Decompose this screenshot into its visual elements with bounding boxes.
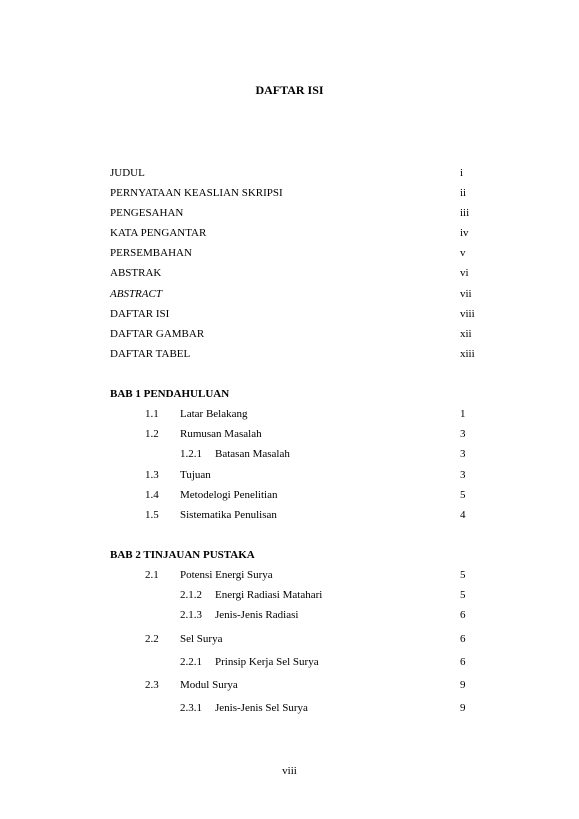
toc-section bbox=[0, 468, 579, 482]
toc-page: 5 bbox=[460, 489, 466, 501]
toc-page: 9 bbox=[460, 679, 466, 691]
toc-entry-abstrak bbox=[0, 266, 579, 280]
toc-label: PERNYATAAN KEASLIAN SKRIPSI bbox=[110, 187, 283, 199]
toc-page: viii bbox=[460, 308, 475, 320]
section-label: Tujuan bbox=[180, 469, 211, 481]
toc-entry-daftar-tabel bbox=[0, 347, 579, 361]
toc-subsection bbox=[0, 608, 579, 622]
toc-label: KATA PENGANTAR bbox=[110, 227, 207, 239]
toc-label: DAFTAR TABEL bbox=[110, 348, 191, 360]
section-label: Rumusan Masalah bbox=[180, 428, 262, 440]
toc-section bbox=[0, 678, 579, 692]
toc-entry-judul bbox=[0, 166, 579, 180]
section-number: 1.3 bbox=[145, 469, 159, 481]
toc-page: 4 bbox=[460, 509, 466, 521]
toc-label: ABSTRAK bbox=[110, 267, 162, 279]
toc-entry-daftar-isi bbox=[0, 307, 579, 321]
subsection-label: Jenis-Jenis Radiasi bbox=[215, 609, 299, 621]
toc-page: 3 bbox=[460, 428, 466, 440]
toc-label: ABSTRACT bbox=[110, 288, 162, 300]
section-label: Modul Surya bbox=[180, 679, 238, 691]
subsection-number: 2.3.1 bbox=[180, 702, 202, 714]
toc-entry-pernyataan bbox=[0, 186, 579, 200]
toc-page: 1 bbox=[460, 408, 466, 420]
toc-page: xiii bbox=[460, 348, 475, 360]
toc-page: vii bbox=[460, 288, 472, 300]
toc-page: xii bbox=[460, 328, 472, 340]
chapter-heading-bab2 bbox=[0, 548, 579, 562]
toc-section bbox=[0, 508, 579, 522]
section-number: 2.1 bbox=[145, 569, 159, 581]
toc-section bbox=[0, 568, 579, 582]
toc-page: 6 bbox=[460, 609, 466, 621]
section-number: 2.2 bbox=[145, 633, 159, 645]
toc-label: PENGESAHAN bbox=[110, 207, 184, 219]
section-label: Latar Belakang bbox=[180, 408, 248, 420]
toc-label: PERSEMBAHAN bbox=[110, 247, 192, 259]
section-number: 2.3 bbox=[145, 679, 159, 691]
toc-subsection bbox=[0, 701, 579, 715]
toc-section bbox=[0, 407, 579, 421]
toc-page: ii bbox=[460, 187, 467, 199]
toc-entry-kata-pengantar bbox=[0, 226, 579, 240]
toc-label: DAFTAR GAMBAR bbox=[110, 328, 205, 340]
toc-page: iii bbox=[460, 207, 470, 219]
section-number: 1.2 bbox=[145, 428, 159, 440]
section-number: 1.5 bbox=[145, 509, 159, 521]
chapter-title: BAB 1 PENDAHULUAN bbox=[110, 388, 230, 400]
toc-label: JUDUL bbox=[110, 167, 145, 179]
section-label: Potensi Energi Surya bbox=[180, 569, 273, 581]
toc-page: 3 bbox=[460, 469, 466, 481]
toc-page: 6 bbox=[460, 656, 466, 668]
toc-page: i bbox=[460, 167, 464, 179]
page-title: DAFTAR ISI bbox=[255, 83, 324, 97]
subsection-number: 1.2.1 bbox=[180, 448, 202, 460]
chapter-heading-bab1 bbox=[0, 387, 579, 401]
subsection-label: Energi Radiasi Matahari bbox=[215, 589, 323, 601]
toc-section bbox=[0, 488, 579, 502]
section-label: Sistematika Penulisan bbox=[180, 509, 277, 521]
subsection-label: Jenis-Jenis Sel Surya bbox=[215, 702, 308, 714]
toc-label: DAFTAR ISI bbox=[110, 308, 170, 320]
toc-page: 3 bbox=[460, 448, 466, 460]
section-label: Sel Surya bbox=[180, 633, 223, 645]
chapter-title: BAB 2 TINJAUAN PUSTAKA bbox=[110, 549, 255, 561]
section-number: 1.1 bbox=[145, 408, 159, 420]
toc-entry-pengesahan bbox=[0, 206, 579, 220]
toc-page: 6 bbox=[460, 633, 466, 645]
toc-subsection bbox=[0, 447, 579, 461]
page-number: viii bbox=[282, 765, 297, 777]
toc-subsection bbox=[0, 588, 579, 602]
subsection-label: Prinsip Kerja Sel Surya bbox=[215, 656, 319, 668]
toc-page: 9 bbox=[460, 702, 466, 714]
toc-entry-daftar-gambar bbox=[0, 327, 579, 341]
toc-page: v bbox=[460, 247, 466, 259]
toc-section bbox=[0, 427, 579, 441]
subsection-number: 2.2.1 bbox=[180, 656, 202, 668]
toc-section bbox=[0, 632, 579, 646]
toc-page: vi bbox=[460, 267, 469, 279]
toc-page: iv bbox=[460, 227, 469, 239]
subsection-label: Batasan Masalah bbox=[215, 448, 290, 460]
toc-entry-persembahan bbox=[0, 246, 579, 260]
subsection-number: 2.1.3 bbox=[180, 609, 202, 621]
subsection-number: 2.1.2 bbox=[180, 589, 202, 601]
toc-entry-abstract bbox=[0, 287, 579, 301]
section-label: Metodelogi Penelitian bbox=[180, 489, 278, 501]
toc-page: 5 bbox=[460, 569, 466, 581]
toc-page: 5 bbox=[460, 589, 466, 601]
toc-subsection bbox=[0, 655, 579, 669]
section-number: 1.4 bbox=[145, 489, 159, 501]
